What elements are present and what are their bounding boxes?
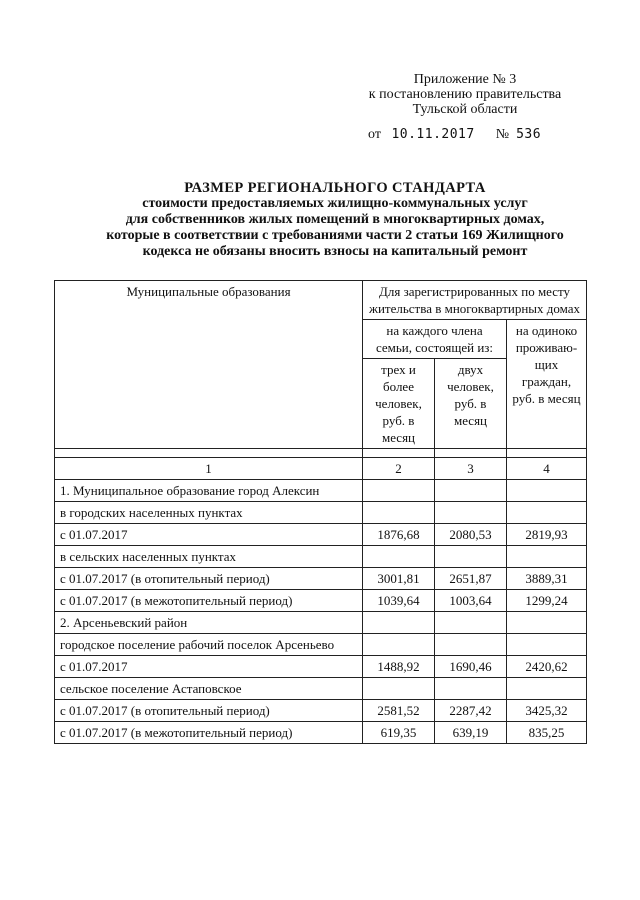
value-single [507,634,587,656]
value-single [507,546,587,568]
resolution-dateline [368,127,541,143]
value-three-plus: 1039,64 [363,590,435,612]
header-three-plus: трех и более человек, руб. в месяц [363,359,435,449]
row-label: сельское поселение Астаповское [55,678,363,700]
table-row [55,700,587,722]
table-row [55,678,587,700]
value-three-plus: 1488,92 [363,656,435,678]
value-single: 2420,62 [507,656,587,678]
value-three-plus [363,502,435,524]
title-line-4: которые в соответствии с требованиями части 2 статьи 169 Жилищного [106,228,564,243]
row-label: с 01.07.2017 (в межотопительный период) [55,590,363,612]
date-prefix: от [368,127,381,142]
table-row [55,656,587,678]
table-row [55,546,587,568]
header-row-1 [55,281,587,320]
row-label: с 01.07.2017 (в межотопительный период) [55,722,363,744]
number-prefix: № [495,127,510,142]
spacer-cell [55,449,363,458]
value-two: 2287,42 [435,700,507,722]
appendix-header [340,72,590,117]
col-number-3: 3 [435,458,507,480]
table-row [55,722,587,744]
value-three-plus: 1876,68 [363,524,435,546]
header-two: двух человек, руб. в месяц [435,359,507,449]
value-single [507,678,587,700]
value-three-plus: 619,35 [363,722,435,744]
standard-table [54,280,587,744]
title-line-3: для собственников жилых помещений в многоквартирных домах, [125,212,545,227]
value-three-plus [363,546,435,568]
value-three-plus [363,480,435,502]
value-single: 3889,31 [507,568,587,590]
value-single: 1299,24 [507,590,587,612]
header-spacer-row [55,449,587,458]
header-per-member: на каждого члена семьи, состоящей из: [363,320,507,359]
row-label: 2. Арсеньевский район [55,612,363,634]
value-two [435,480,507,502]
row-label: с 01.07.2017 [55,656,363,678]
document-title [80,180,590,260]
table-row [55,590,587,612]
value-two: 639,19 [435,722,507,744]
value-two: 2080,53 [435,524,507,546]
value-three-plus: 3001,81 [363,568,435,590]
header-single: на одиноко проживаю-щих граждан, руб. в месяц [507,320,587,449]
row-label: с 01.07.2017 (в отопительный период) [55,568,363,590]
resolution-number: 536 [516,127,542,142]
header-municipal: Муниципальные образования [55,281,363,449]
value-two [435,546,507,568]
value-single [507,612,587,634]
row-label: городское поселение рабочий поселок Арсеньево [55,634,363,656]
value-two [435,678,507,700]
value-two: 1690,46 [435,656,507,678]
value-two [435,612,507,634]
appendix-line-1: Приложение № 3 [413,72,517,87]
value-three-plus: 2581,52 [363,700,435,722]
value-three-plus [363,612,435,634]
row-label: в сельских населенных пунктах [55,546,363,568]
title-line-2: стоимости предоставляемых жилищно-коммунальных услуг [142,196,528,211]
row-label: с 01.07.2017 [55,524,363,546]
row-label: 1. Муниципальное образование город Алексин [55,480,363,502]
value-two [435,634,507,656]
value-single [507,502,587,524]
row-label: с 01.07.2017 (в отопительный период) [55,700,363,722]
table-row [55,480,587,502]
value-three-plus [363,634,435,656]
value-single: 2819,93 [507,524,587,546]
col-number-4: 4 [507,458,587,480]
table-row [55,612,587,634]
spacer-cell [507,449,587,458]
col-number-1: 1 [55,458,363,480]
value-three-plus [363,678,435,700]
title-line-1: РАЗМЕР РЕГИОНАЛЬНОГО СТАНДАРТА [184,180,486,196]
value-two: 1003,64 [435,590,507,612]
resolution-date: 10.11.2017 [391,127,475,142]
header-registered: Для зарегистрированных по месту жительства в многоквартирных домах [363,281,587,320]
table-row [55,634,587,656]
appendix-line-2: к постановлению правительства [368,87,562,102]
col-number-2: 2 [363,458,435,480]
value-single [507,480,587,502]
value-single: 3425,32 [507,700,587,722]
appendix-line-3: Тульской области [412,102,518,117]
spacer-cell [363,449,435,458]
table-row [55,568,587,590]
row-label: в городских населенных пунктах [55,502,363,524]
spacer-cell [435,449,507,458]
value-two: 2651,87 [435,568,507,590]
title-line-5: кодекса не обязаны вносить взносы на капитальный ремонт [142,244,528,259]
value-two [435,502,507,524]
value-single: 835,25 [507,722,587,744]
table-row [55,502,587,524]
column-number-row [55,458,587,480]
table-row [55,524,587,546]
